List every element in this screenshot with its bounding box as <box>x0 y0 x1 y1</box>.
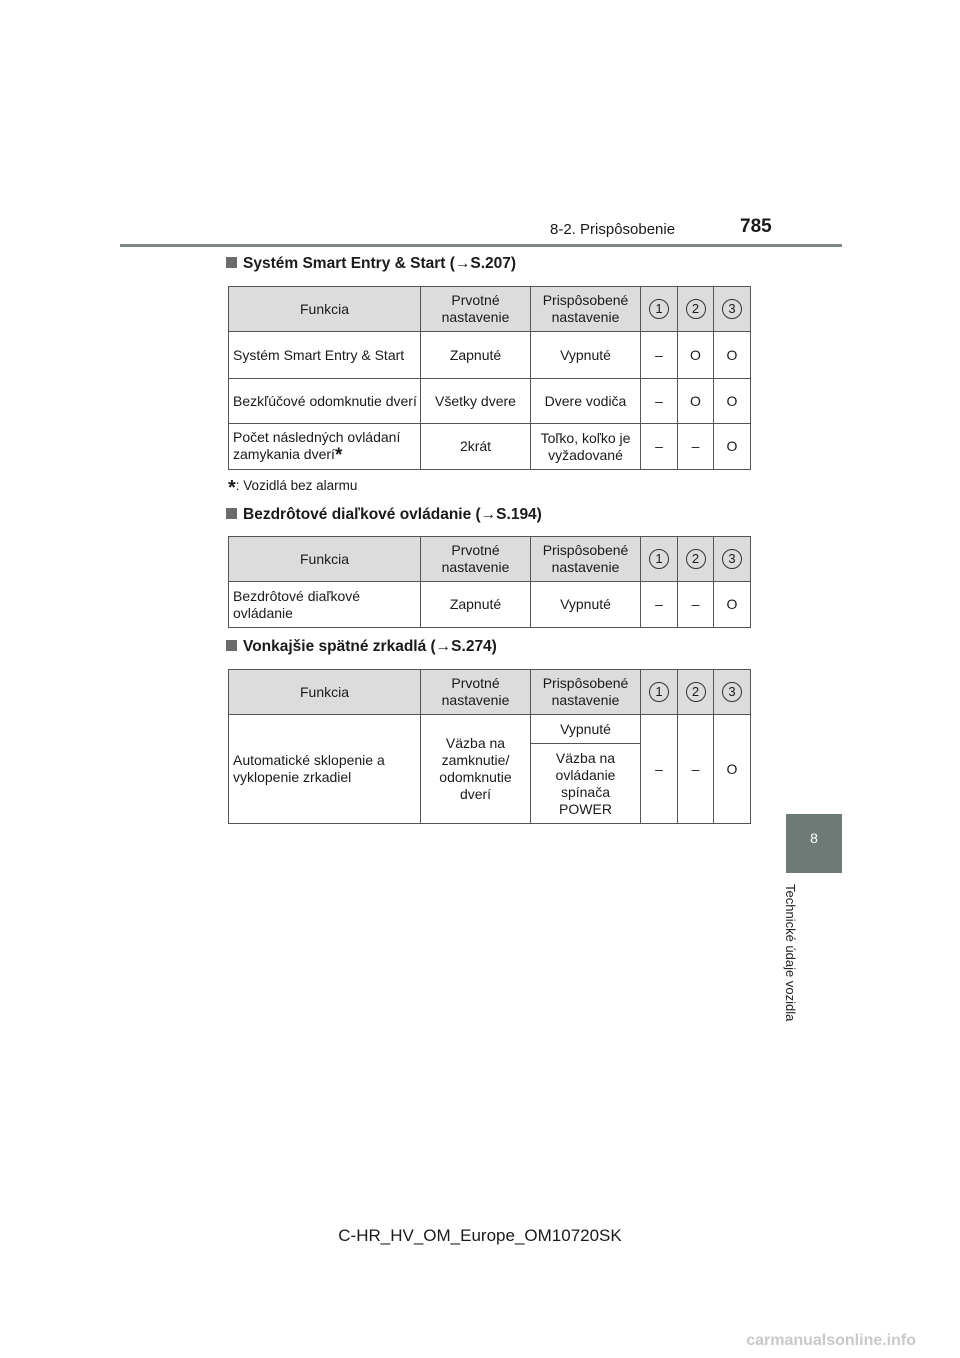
cell-c1: – <box>641 332 678 379</box>
circle-3-icon: 3 <box>722 549 742 569</box>
cell-initial: Väzba na zamknutie/ odomknutie dverí <box>421 715 531 824</box>
square-bullet-icon <box>226 640 237 651</box>
cell-c3: O <box>714 332 751 379</box>
cell-c3: O <box>714 379 751 424</box>
section-heading-wireless <box>226 506 542 524</box>
cell-custom: Vypnuté <box>531 582 641 628</box>
section-heading-text: Vonkajšie spätné zrkadlá (→S.274) <box>243 638 497 655</box>
table-header-row <box>229 670 751 715</box>
table-row <box>229 715 751 744</box>
table-row <box>229 582 751 628</box>
section-heading-mirrors <box>226 638 497 656</box>
section-title: 8-2. Prispôsobenie <box>550 221 676 238</box>
col-header-initial: Prvotné nastavenie <box>421 287 531 332</box>
col-header-initial: Prvotné nastavenie <box>421 670 531 715</box>
cell-c1: – <box>641 424 678 470</box>
header-divider <box>120 244 842 247</box>
cell-c3: O <box>714 715 751 824</box>
table-row <box>229 424 751 470</box>
document-id: C-HR_HV_OM_Europe_OM10720SK <box>338 1226 622 1245</box>
col-header-2 <box>678 537 714 582</box>
cell-c3: O <box>714 424 751 470</box>
chapter-tab-label <box>780 884 806 1044</box>
footnote-mark: * <box>334 445 343 466</box>
circle-1-icon: 1 <box>649 299 669 319</box>
col-header-function: Funkcia <box>229 287 421 332</box>
cell-initial: Zapnuté <box>421 332 531 379</box>
footnote-star: * <box>228 477 236 499</box>
col-header-3 <box>714 287 751 332</box>
col-header-1 <box>641 287 678 332</box>
wireless-remote-table <box>228 536 751 628</box>
section-heading-smart-entry <box>226 255 516 273</box>
cell-function: Bezkľúčové odomknutie dverí <box>229 379 421 424</box>
circle-2-icon: 2 <box>686 549 706 569</box>
cell-initial: Zapnuté <box>421 582 531 628</box>
cell-c2: O <box>678 332 714 379</box>
col-header-2 <box>678 287 714 332</box>
cell-c1: – <box>641 715 678 824</box>
cell-c2: – <box>678 424 714 470</box>
col-header-initial: Prvotné nastavenie <box>421 537 531 582</box>
circle-3-icon: 3 <box>722 299 742 319</box>
cell-c3: O <box>714 582 751 628</box>
col-header-custom: Prispôsobené nastavenie <box>531 287 641 332</box>
circle-3-icon: 3 <box>722 682 742 702</box>
smart-entry-table <box>228 286 751 470</box>
cell-c2: O <box>678 379 714 424</box>
cell-function: Systém Smart Entry & Start <box>229 332 421 379</box>
col-header-3 <box>714 537 751 582</box>
table-row <box>229 332 751 379</box>
col-header-function: Funkcia <box>229 537 421 582</box>
square-bullet-icon <box>226 508 237 519</box>
page-number: 785 <box>740 216 772 237</box>
cell-c1: – <box>641 582 678 628</box>
table-row <box>229 379 751 424</box>
table-header-row <box>229 287 751 332</box>
cell-function-text: Počet následných ovládaní zamykania dverí <box>233 429 401 462</box>
cell-c2: – <box>678 582 714 628</box>
col-header-custom: Prispôsobené nastavenie <box>531 537 641 582</box>
outside-mirrors-table <box>228 669 751 824</box>
cell-function: Bezdrôtové diaľkové ovládanie <box>229 582 421 628</box>
chapter-tab-label-text: Technické údaje vozidla <box>783 884 798 1022</box>
section-heading-text: Systém Smart Entry & Start (→S.207) <box>243 255 517 272</box>
circle-2-icon: 2 <box>686 299 706 319</box>
cell-c2: – <box>678 715 714 824</box>
col-header-3 <box>714 670 751 715</box>
footnote-text: : Vozidlá bez alarmu <box>235 478 358 493</box>
square-bullet-icon <box>226 257 237 268</box>
col-header-1 <box>641 537 678 582</box>
watermark: carmanualsonline.info <box>746 1332 916 1349</box>
cell-initial: Všetky dvere <box>421 379 531 424</box>
cell-function: Automatické sklopenie a vyklopenie zrkadiel <box>229 715 421 824</box>
col-header-2 <box>678 670 714 715</box>
cell-custom: Vypnuté <box>531 715 641 744</box>
cell-c1: – <box>641 379 678 424</box>
col-header-function: Funkcia <box>229 670 421 715</box>
col-header-custom: Prispôsobené nastavenie <box>531 670 641 715</box>
section-heading-text: Bezdrôtové diaľkové ovládanie (→S.194) <box>243 506 542 523</box>
table-header-row <box>229 537 751 582</box>
chapter-tab: 8 <box>786 814 842 873</box>
cell-initial: 2krát <box>421 424 531 470</box>
circle-1-icon: 1 <box>649 549 669 569</box>
cell-custom: Vypnuté <box>531 332 641 379</box>
footnote <box>228 477 357 500</box>
cell-custom: Toľko, koľko je vyžadované <box>531 424 641 470</box>
cell-custom: Väzba na ovládanie spínača POWER <box>531 744 641 824</box>
cell-function <box>229 424 421 470</box>
circle-1-icon: 1 <box>649 682 669 702</box>
cell-custom: Dvere vodiča <box>531 379 641 424</box>
col-header-1 <box>641 670 678 715</box>
circle-2-icon: 2 <box>686 682 706 702</box>
